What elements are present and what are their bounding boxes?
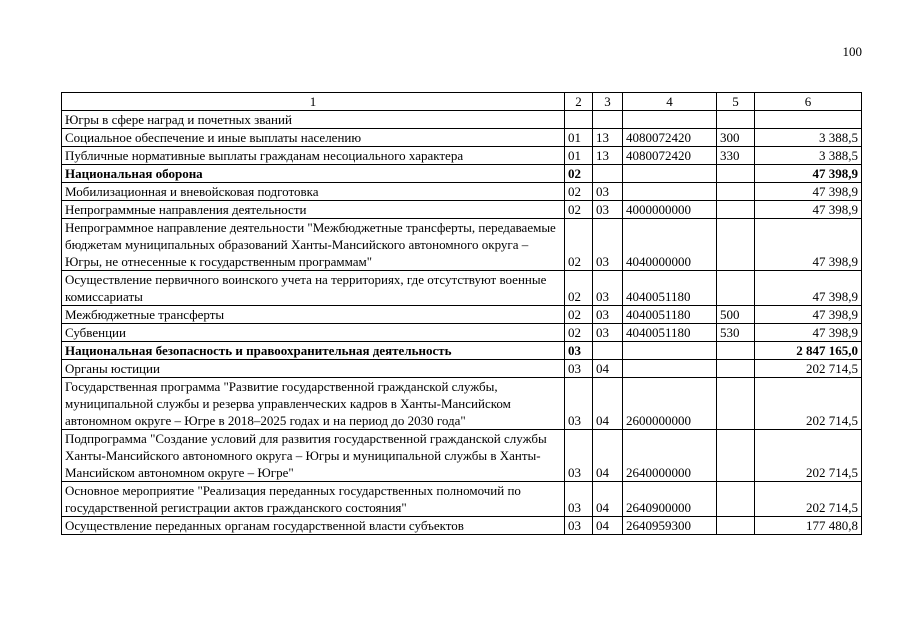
row-name-cell: Публичные нормативные выплаты гражданам несоциального характера (62, 147, 565, 165)
amount-cell: 47 398,9 (755, 219, 862, 271)
section-code-cell: 02 (565, 219, 593, 271)
section-code-cell: 02 (565, 183, 593, 201)
table-row (62, 183, 862, 201)
table-header-row (62, 93, 862, 111)
table-row (62, 129, 862, 147)
section-code-cell: 01 (565, 147, 593, 165)
row-name-cell: Непрограммное направление деятельности "Межбюджетные трансферты, передаваемые бюджетам муниципальных образований Ханты-Мансийского автономного округа – Югры, не отнесенные к государственным программам" (62, 219, 565, 271)
subsection-code-cell: 13 (593, 129, 623, 147)
expense-type-cell (717, 201, 755, 219)
section-code-cell: 02 (565, 306, 593, 324)
target-article-cell: 4000000000 (623, 201, 717, 219)
row-name-cell: Социальное обеспечение и иные выплаты населению (62, 129, 565, 147)
subsection-code-cell: 03 (593, 271, 623, 306)
subsection-code-cell: 03 (593, 306, 623, 324)
target-article-cell: 4080072420 (623, 129, 717, 147)
subsection-code-cell (593, 111, 623, 129)
column-header: 6 (755, 93, 862, 111)
amount-cell (755, 111, 862, 129)
amount-cell: 3 388,5 (755, 129, 862, 147)
target-article-cell (623, 165, 717, 183)
section-code-cell (565, 111, 593, 129)
amount-cell: 47 398,9 (755, 306, 862, 324)
section-code-cell: 03 (565, 430, 593, 482)
section-code-cell: 03 (565, 482, 593, 517)
target-article-cell: 2640900000 (623, 482, 717, 517)
row-name-cell: Межбюджетные трансферты (62, 306, 565, 324)
amount-cell: 47 398,9 (755, 324, 862, 342)
row-name-cell: Подпрограмма "Создание условий для развития государственной гражданской службы Ханты-Мансийского автономного округа – Югры и муниципальной службы в Ханты-Мансийском автономном округе – Югре" (62, 430, 565, 482)
amount-cell: 177 480,8 (755, 517, 862, 535)
section-code-cell: 02 (565, 324, 593, 342)
table-row (62, 306, 862, 324)
amount-cell: 202 714,5 (755, 360, 862, 378)
table-row (62, 201, 862, 219)
section-code-cell: 02 (565, 271, 593, 306)
row-name-cell: Основное мероприятие "Реализация переданных государственных полномочий по государственной регистрации актов гражданского состояния" (62, 482, 565, 517)
row-name-cell: Мобилизационная и вневойсковая подготовка (62, 183, 565, 201)
amount-cell: 202 714,5 (755, 430, 862, 482)
subsection-code-cell: 03 (593, 201, 623, 219)
row-name-cell: Югры в сфере наград и почетных званий (62, 111, 565, 129)
target-article-cell (623, 342, 717, 360)
table-row (62, 219, 862, 271)
amount-cell: 47 398,9 (755, 165, 862, 183)
expense-type-cell (717, 342, 755, 360)
table-row (62, 517, 862, 535)
column-header: 3 (593, 93, 623, 111)
amount-cell: 202 714,5 (755, 482, 862, 517)
amount-cell: 47 398,9 (755, 183, 862, 201)
row-name-cell: Осуществление первичного воинского учета на территориях, где отсутствуют военные комиссариаты (62, 271, 565, 306)
row-name-cell: Национальная безопасность и правоохранительная деятельность (62, 342, 565, 360)
expense-type-cell: 300 (717, 129, 755, 147)
target-article-cell: 2600000000 (623, 378, 717, 430)
section-code-cell: 03 (565, 360, 593, 378)
expense-type-cell (717, 271, 755, 306)
expense-type-cell: 330 (717, 147, 755, 165)
target-article-cell: 4040000000 (623, 219, 717, 271)
expense-type-cell: 500 (717, 306, 755, 324)
target-article-cell (623, 111, 717, 129)
section-code-cell: 02 (565, 201, 593, 219)
expense-type-cell (717, 219, 755, 271)
subsection-code-cell: 03 (593, 183, 623, 201)
expense-type-cell (717, 482, 755, 517)
table-row (62, 342, 862, 360)
expense-type-cell (717, 430, 755, 482)
table-row (62, 147, 862, 165)
page-number: 100 (842, 44, 862, 59)
subsection-code-cell: 03 (593, 219, 623, 271)
section-code-cell: 01 (565, 129, 593, 147)
section-code-cell: 03 (565, 378, 593, 430)
subsection-code-cell: 04 (593, 482, 623, 517)
expense-type-cell (717, 165, 755, 183)
target-article-cell: 2640000000 (623, 430, 717, 482)
table-row (62, 111, 862, 129)
subsection-code-cell: 04 (593, 430, 623, 482)
expense-type-cell (717, 378, 755, 430)
subsection-code-cell: 04 (593, 517, 623, 535)
subsection-code-cell: 03 (593, 324, 623, 342)
section-code-cell: 02 (565, 165, 593, 183)
section-code-cell: 03 (565, 342, 593, 360)
row-name-cell: Государственная программа "Развитие государственной гражданской службы, муниципальной службы и резерва управленческих кадров в Ханты-Мансийском автономном округе – Югре в 2018–2025 годах и на период до 2030 года" (62, 378, 565, 430)
target-article-cell (623, 360, 717, 378)
column-header: 2 (565, 93, 593, 111)
column-header: 1 (62, 93, 565, 111)
table-row (62, 165, 862, 183)
row-name-cell: Органы юстиции (62, 360, 565, 378)
amount-cell: 47 398,9 (755, 271, 862, 306)
table-row (62, 360, 862, 378)
table-row (62, 482, 862, 517)
column-header: 4 (623, 93, 717, 111)
amount-cell: 202 714,5 (755, 378, 862, 430)
table-row (62, 430, 862, 482)
expense-type-cell (717, 183, 755, 201)
target-article-cell (623, 183, 717, 201)
expense-type-cell (717, 517, 755, 535)
target-article-cell: 2640959300 (623, 517, 717, 535)
column-header: 5 (717, 93, 755, 111)
amount-cell: 47 398,9 (755, 201, 862, 219)
budget-table (61, 92, 862, 535)
amount-cell: 3 388,5 (755, 147, 862, 165)
subsection-code-cell: 04 (593, 360, 623, 378)
table-row (62, 271, 862, 306)
expense-type-cell: 530 (717, 324, 755, 342)
target-article-cell: 4040051180 (623, 271, 717, 306)
amount-cell: 2 847 165,0 (755, 342, 862, 360)
row-name-cell: Непрограммные направления деятельности (62, 201, 565, 219)
row-name-cell: Национальная оборона (62, 165, 565, 183)
subsection-code-cell: 13 (593, 147, 623, 165)
subsection-code-cell (593, 342, 623, 360)
table-row (62, 324, 862, 342)
section-code-cell: 03 (565, 517, 593, 535)
table-body (62, 93, 862, 535)
expense-type-cell (717, 360, 755, 378)
subsection-code-cell: 04 (593, 378, 623, 430)
row-name-cell: Осуществление переданных органам государственной власти субъектов (62, 517, 565, 535)
target-article-cell: 4080072420 (623, 147, 717, 165)
target-article-cell: 4040051180 (623, 324, 717, 342)
expense-type-cell (717, 111, 755, 129)
subsection-code-cell (593, 165, 623, 183)
table-row (62, 378, 862, 430)
target-article-cell: 4040051180 (623, 306, 717, 324)
row-name-cell: Субвенции (62, 324, 565, 342)
